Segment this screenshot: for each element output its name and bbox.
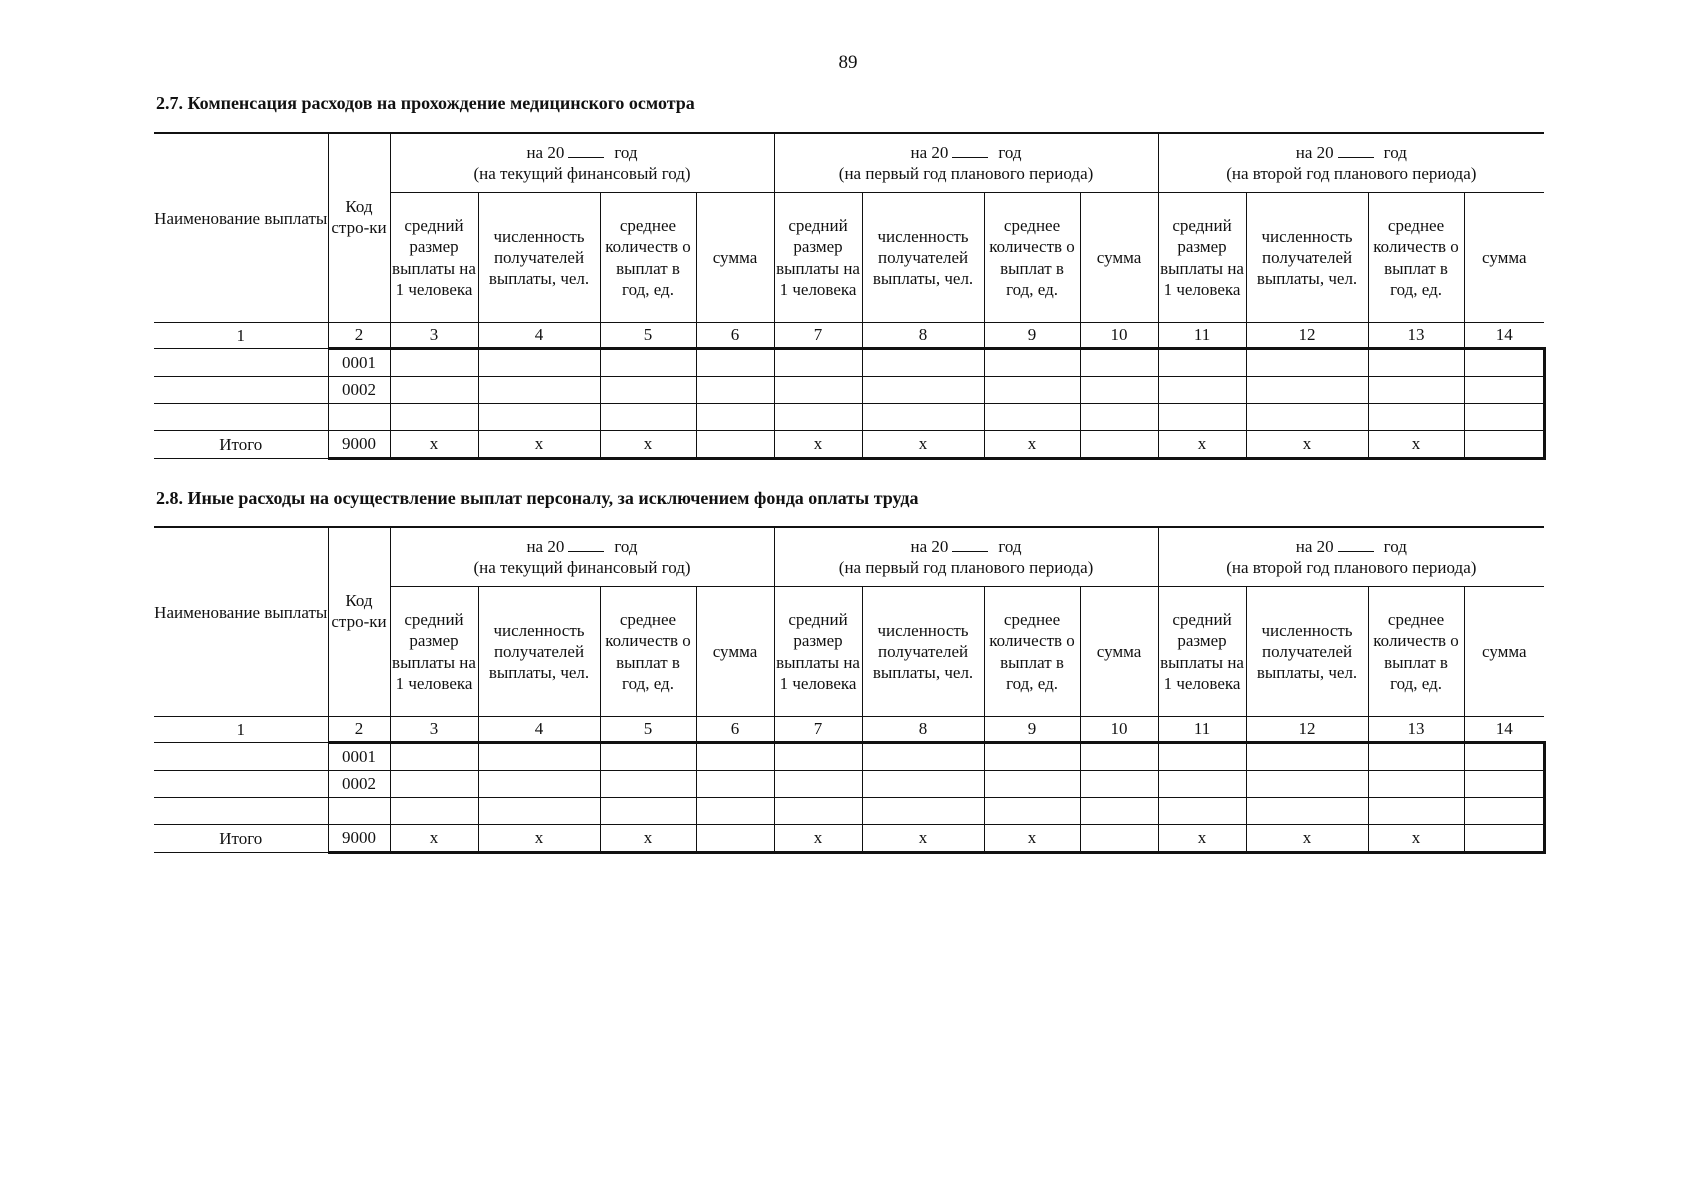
subheader: среднее количеств о выплат в год, ед. bbox=[984, 587, 1080, 717]
table-row bbox=[154, 377, 1544, 404]
table-row bbox=[154, 825, 1544, 853]
data-cell[interactable]: x bbox=[1158, 431, 1246, 459]
column-number: 14 bbox=[1464, 323, 1544, 349]
subheader: сумма bbox=[1080, 193, 1158, 323]
data-cell[interactable] bbox=[1368, 377, 1464, 404]
subheader: численность получателей выплаты, чел. bbox=[862, 193, 984, 323]
data-cell[interactable] bbox=[696, 349, 774, 377]
subheader: среднее количеств о выплат в год, ед. bbox=[600, 587, 696, 717]
data-cell[interactable] bbox=[1246, 771, 1368, 798]
data-cell[interactable] bbox=[862, 377, 984, 404]
column-number: 2 bbox=[328, 717, 390, 743]
data-cell[interactable] bbox=[390, 349, 478, 377]
data-cell[interactable] bbox=[774, 743, 862, 771]
period-label: (на текущий финансовый год) bbox=[473, 558, 691, 577]
data-cell[interactable] bbox=[1080, 349, 1158, 377]
data-cell[interactable] bbox=[1464, 404, 1544, 431]
table-row bbox=[154, 771, 1544, 798]
data-cell[interactable] bbox=[1158, 743, 1246, 771]
data-cell[interactable] bbox=[1080, 404, 1158, 431]
other-expenses-table bbox=[154, 526, 1546, 854]
column-number: 1 bbox=[154, 717, 328, 743]
data-cell[interactable]: x bbox=[862, 431, 984, 459]
data-cell[interactable] bbox=[1368, 743, 1464, 771]
row-name bbox=[154, 743, 328, 771]
data-cell[interactable] bbox=[696, 771, 774, 798]
year-suffix: год bbox=[998, 142, 1022, 162]
data-cell[interactable] bbox=[696, 404, 774, 431]
data-cell[interactable] bbox=[1368, 771, 1464, 798]
header-name: Наименование выплаты bbox=[154, 527, 328, 717]
period-label: (на первый год планового периода) bbox=[838, 558, 1094, 577]
column-number: 9 bbox=[984, 717, 1080, 743]
row-name: Итого bbox=[154, 825, 328, 853]
data-cell[interactable]: x bbox=[1368, 431, 1464, 459]
data-cell[interactable] bbox=[1368, 798, 1464, 825]
data-cell[interactable]: x bbox=[984, 825, 1080, 853]
row-code bbox=[328, 798, 390, 825]
data-cell[interactable] bbox=[696, 743, 774, 771]
data-cell[interactable] bbox=[1158, 798, 1246, 825]
year-blank bbox=[952, 143, 988, 158]
data-cell[interactable] bbox=[1464, 377, 1544, 404]
row-code: 0002 bbox=[328, 771, 390, 798]
subheader: численность получателей выплаты, чел. bbox=[1246, 587, 1368, 717]
data-cell[interactable] bbox=[1158, 404, 1246, 431]
data-cell[interactable] bbox=[1246, 798, 1368, 825]
column-number: 7 bbox=[774, 717, 862, 743]
data-cell[interactable] bbox=[774, 798, 862, 825]
period-header bbox=[390, 527, 774, 587]
table-row bbox=[154, 404, 1544, 431]
data-cell[interactable]: x bbox=[984, 431, 1080, 459]
row-code: 9000 bbox=[328, 431, 390, 459]
data-cell[interactable]: x bbox=[600, 825, 696, 853]
data-cell[interactable] bbox=[1246, 743, 1368, 771]
data-cell[interactable] bbox=[478, 743, 600, 771]
data-cell[interactable] bbox=[984, 404, 1080, 431]
data-cell[interactable] bbox=[390, 377, 478, 404]
data-cell[interactable] bbox=[696, 825, 774, 853]
year-blank bbox=[1338, 537, 1374, 552]
data-cell[interactable] bbox=[1246, 349, 1368, 377]
subheader: средний размер выплаты на 1 человека bbox=[774, 193, 862, 323]
subheader: сумма bbox=[696, 193, 774, 323]
period-header bbox=[774, 527, 1158, 587]
data-cell[interactable] bbox=[478, 377, 600, 404]
period-label: (на первый год планового периода) bbox=[838, 164, 1094, 183]
data-cell[interactable] bbox=[1464, 825, 1544, 853]
data-cell[interactable] bbox=[390, 743, 478, 771]
period-header bbox=[774, 133, 1158, 193]
subheader: средний размер выплаты на 1 человека bbox=[1158, 193, 1246, 323]
data-cell[interactable] bbox=[696, 377, 774, 404]
table-row bbox=[154, 798, 1544, 825]
year-blank bbox=[952, 537, 988, 552]
data-cell[interactable] bbox=[1464, 798, 1544, 825]
row-name: Итого bbox=[154, 431, 328, 459]
data-cell[interactable] bbox=[478, 798, 600, 825]
column-number: 8 bbox=[862, 717, 984, 743]
year-blank bbox=[568, 143, 604, 158]
data-cell[interactable] bbox=[1368, 404, 1464, 431]
subheader: сумма bbox=[1464, 193, 1544, 323]
column-number: 13 bbox=[1368, 323, 1464, 349]
row-name bbox=[154, 349, 328, 377]
row-name bbox=[154, 404, 328, 431]
row-code: 0001 bbox=[328, 349, 390, 377]
data-cell[interactable]: x bbox=[478, 825, 600, 853]
subheader: численность получателей выплаты, чел. bbox=[478, 193, 600, 323]
period-header bbox=[1158, 133, 1544, 193]
data-cell[interactable] bbox=[478, 349, 600, 377]
data-cell[interactable] bbox=[390, 798, 478, 825]
data-cell[interactable] bbox=[1368, 349, 1464, 377]
subheader: среднее количеств о выплат в год, ед. bbox=[600, 193, 696, 323]
year-prefix: на 20 bbox=[910, 142, 949, 162]
column-number: 12 bbox=[1246, 717, 1368, 743]
data-cell[interactable]: x bbox=[774, 825, 862, 853]
subheader: численность получателей выплаты, чел. bbox=[478, 587, 600, 717]
row-code bbox=[328, 404, 390, 431]
data-cell[interactable] bbox=[600, 349, 696, 377]
column-number: 11 bbox=[1158, 323, 1246, 349]
section-title-2-8: 2.8. Иные расходы на осуществление выплат персоналу, за исключением фонда оплаты труда bbox=[156, 488, 919, 508]
data-cell[interactable]: x bbox=[478, 431, 600, 459]
column-number: 6 bbox=[696, 323, 774, 349]
data-cell[interactable] bbox=[1080, 825, 1158, 853]
column-number: 11 bbox=[1158, 717, 1246, 743]
column-number: 9 bbox=[984, 323, 1080, 349]
subheader: сумма bbox=[696, 587, 774, 717]
column-number: 10 bbox=[1080, 323, 1158, 349]
subheader: средний размер выплаты на 1 человека bbox=[390, 587, 478, 717]
data-cell[interactable] bbox=[862, 743, 984, 771]
year-prefix: на 20 bbox=[526, 142, 565, 162]
data-cell[interactable] bbox=[478, 771, 600, 798]
period-label: (на текущий финансовый год) bbox=[473, 164, 691, 183]
year-prefix: на 20 bbox=[1295, 142, 1334, 162]
period-label: (на второй год планового периода) bbox=[1226, 164, 1477, 183]
data-cell[interactable]: x bbox=[862, 825, 984, 853]
data-cell[interactable] bbox=[1158, 771, 1246, 798]
row-name bbox=[154, 771, 328, 798]
subheader: среднее количеств о выплат в год, ед. bbox=[1368, 587, 1464, 717]
year-suffix: год bbox=[614, 142, 638, 162]
subheader: среднее количеств о выплат в год, ед. bbox=[1368, 193, 1464, 323]
data-cell[interactable] bbox=[1080, 798, 1158, 825]
subheader: численность получателей выплаты, чел. bbox=[1246, 193, 1368, 323]
compensation-table bbox=[154, 132, 1546, 460]
row-code: 9000 bbox=[328, 825, 390, 853]
data-cell[interactable] bbox=[1080, 431, 1158, 459]
data-cell[interactable] bbox=[862, 349, 984, 377]
column-number: 3 bbox=[390, 717, 478, 743]
data-cell[interactable]: x bbox=[1246, 825, 1368, 853]
data-cell[interactable] bbox=[600, 771, 696, 798]
data-cell[interactable] bbox=[1158, 377, 1246, 404]
year-suffix: год bbox=[998, 536, 1022, 556]
row-code: 0002 bbox=[328, 377, 390, 404]
data-cell[interactable] bbox=[862, 404, 984, 431]
column-number: 2 bbox=[328, 323, 390, 349]
data-cell[interactable] bbox=[478, 404, 600, 431]
subheader: сумма bbox=[1080, 587, 1158, 717]
data-cell[interactable] bbox=[600, 377, 696, 404]
data-cell[interactable] bbox=[1158, 349, 1246, 377]
subheader: численность получателей выплаты, чел. bbox=[862, 587, 984, 717]
data-cell[interactable]: x bbox=[1158, 825, 1246, 853]
row-code: 0001 bbox=[328, 743, 390, 771]
table-row bbox=[154, 431, 1544, 459]
year-suffix: год bbox=[614, 536, 638, 556]
data-cell[interactable] bbox=[696, 431, 774, 459]
subheader: средний размер выплаты на 1 человека bbox=[774, 587, 862, 717]
data-cell[interactable] bbox=[600, 743, 696, 771]
column-number: 10 bbox=[1080, 717, 1158, 743]
subheader: среднее количеств о выплат в год, ед. bbox=[984, 193, 1080, 323]
row-name bbox=[154, 377, 328, 404]
column-number: 3 bbox=[390, 323, 478, 349]
data-cell[interactable] bbox=[390, 771, 478, 798]
data-cell[interactable] bbox=[984, 771, 1080, 798]
column-number: 1 bbox=[154, 323, 328, 349]
data-cell[interactable] bbox=[1246, 404, 1368, 431]
year-prefix: на 20 bbox=[1295, 536, 1334, 556]
year-prefix: на 20 bbox=[910, 536, 949, 556]
table-row bbox=[154, 349, 1544, 377]
data-cell[interactable] bbox=[774, 404, 862, 431]
data-cell[interactable] bbox=[862, 771, 984, 798]
period-header bbox=[1158, 527, 1544, 587]
data-cell[interactable] bbox=[696, 798, 774, 825]
year-blank bbox=[568, 537, 604, 552]
year-suffix: год bbox=[1383, 536, 1407, 556]
data-cell[interactable] bbox=[1464, 743, 1544, 771]
period-label: (на второй год планового периода) bbox=[1226, 558, 1477, 577]
data-cell[interactable] bbox=[600, 404, 696, 431]
data-cell[interactable] bbox=[1080, 377, 1158, 404]
column-number: 5 bbox=[600, 717, 696, 743]
year-suffix: год bbox=[1383, 142, 1407, 162]
data-cell[interactable] bbox=[774, 349, 862, 377]
column-number: 5 bbox=[600, 323, 696, 349]
data-cell[interactable] bbox=[1464, 431, 1544, 459]
header-code: Код стро-ки bbox=[328, 133, 390, 323]
data-cell[interactable]: x bbox=[774, 431, 862, 459]
data-cell[interactable] bbox=[1080, 743, 1158, 771]
column-number: 14 bbox=[1464, 717, 1544, 743]
column-number: 12 bbox=[1246, 323, 1368, 349]
year-prefix: на 20 bbox=[526, 536, 565, 556]
data-cell[interactable] bbox=[1464, 771, 1544, 798]
data-cell[interactable] bbox=[984, 349, 1080, 377]
page-number: 89 bbox=[838, 52, 858, 73]
data-cell[interactable] bbox=[984, 798, 1080, 825]
column-number: 4 bbox=[478, 323, 600, 349]
data-cell[interactable] bbox=[390, 404, 478, 431]
data-cell[interactable] bbox=[774, 771, 862, 798]
data-cell[interactable]: x bbox=[1246, 431, 1368, 459]
row-name bbox=[154, 798, 328, 825]
subheader: средний размер выплаты на 1 человека bbox=[1158, 587, 1246, 717]
data-cell[interactable] bbox=[862, 798, 984, 825]
header-name: Наименование выплаты bbox=[154, 133, 328, 323]
data-cell[interactable] bbox=[774, 377, 862, 404]
period-header bbox=[390, 133, 774, 193]
data-cell[interactable] bbox=[984, 377, 1080, 404]
table-row bbox=[154, 743, 1544, 771]
data-cell[interactable]: x bbox=[390, 431, 478, 459]
data-cell[interactable]: x bbox=[600, 431, 696, 459]
header-code: Код стро-ки bbox=[328, 527, 390, 717]
data-cell[interactable]: x bbox=[390, 825, 478, 853]
year-blank bbox=[1338, 143, 1374, 158]
column-number: 6 bbox=[696, 717, 774, 743]
section-title-2-7: 2.7. Компенсация расходов на прохождение медицинского осмотра bbox=[156, 93, 695, 113]
column-number: 8 bbox=[862, 323, 984, 349]
subheader: средний размер выплаты на 1 человека bbox=[390, 193, 478, 323]
data-cell[interactable] bbox=[1464, 349, 1544, 377]
data-cell[interactable] bbox=[600, 798, 696, 825]
column-number: 7 bbox=[774, 323, 862, 349]
data-cell[interactable] bbox=[1246, 377, 1368, 404]
column-number: 4 bbox=[478, 717, 600, 743]
subheader: сумма bbox=[1464, 587, 1544, 717]
data-cell[interactable]: x bbox=[1368, 825, 1464, 853]
column-number: 13 bbox=[1368, 717, 1464, 743]
data-cell[interactable] bbox=[984, 743, 1080, 771]
data-cell[interactable] bbox=[1080, 771, 1158, 798]
